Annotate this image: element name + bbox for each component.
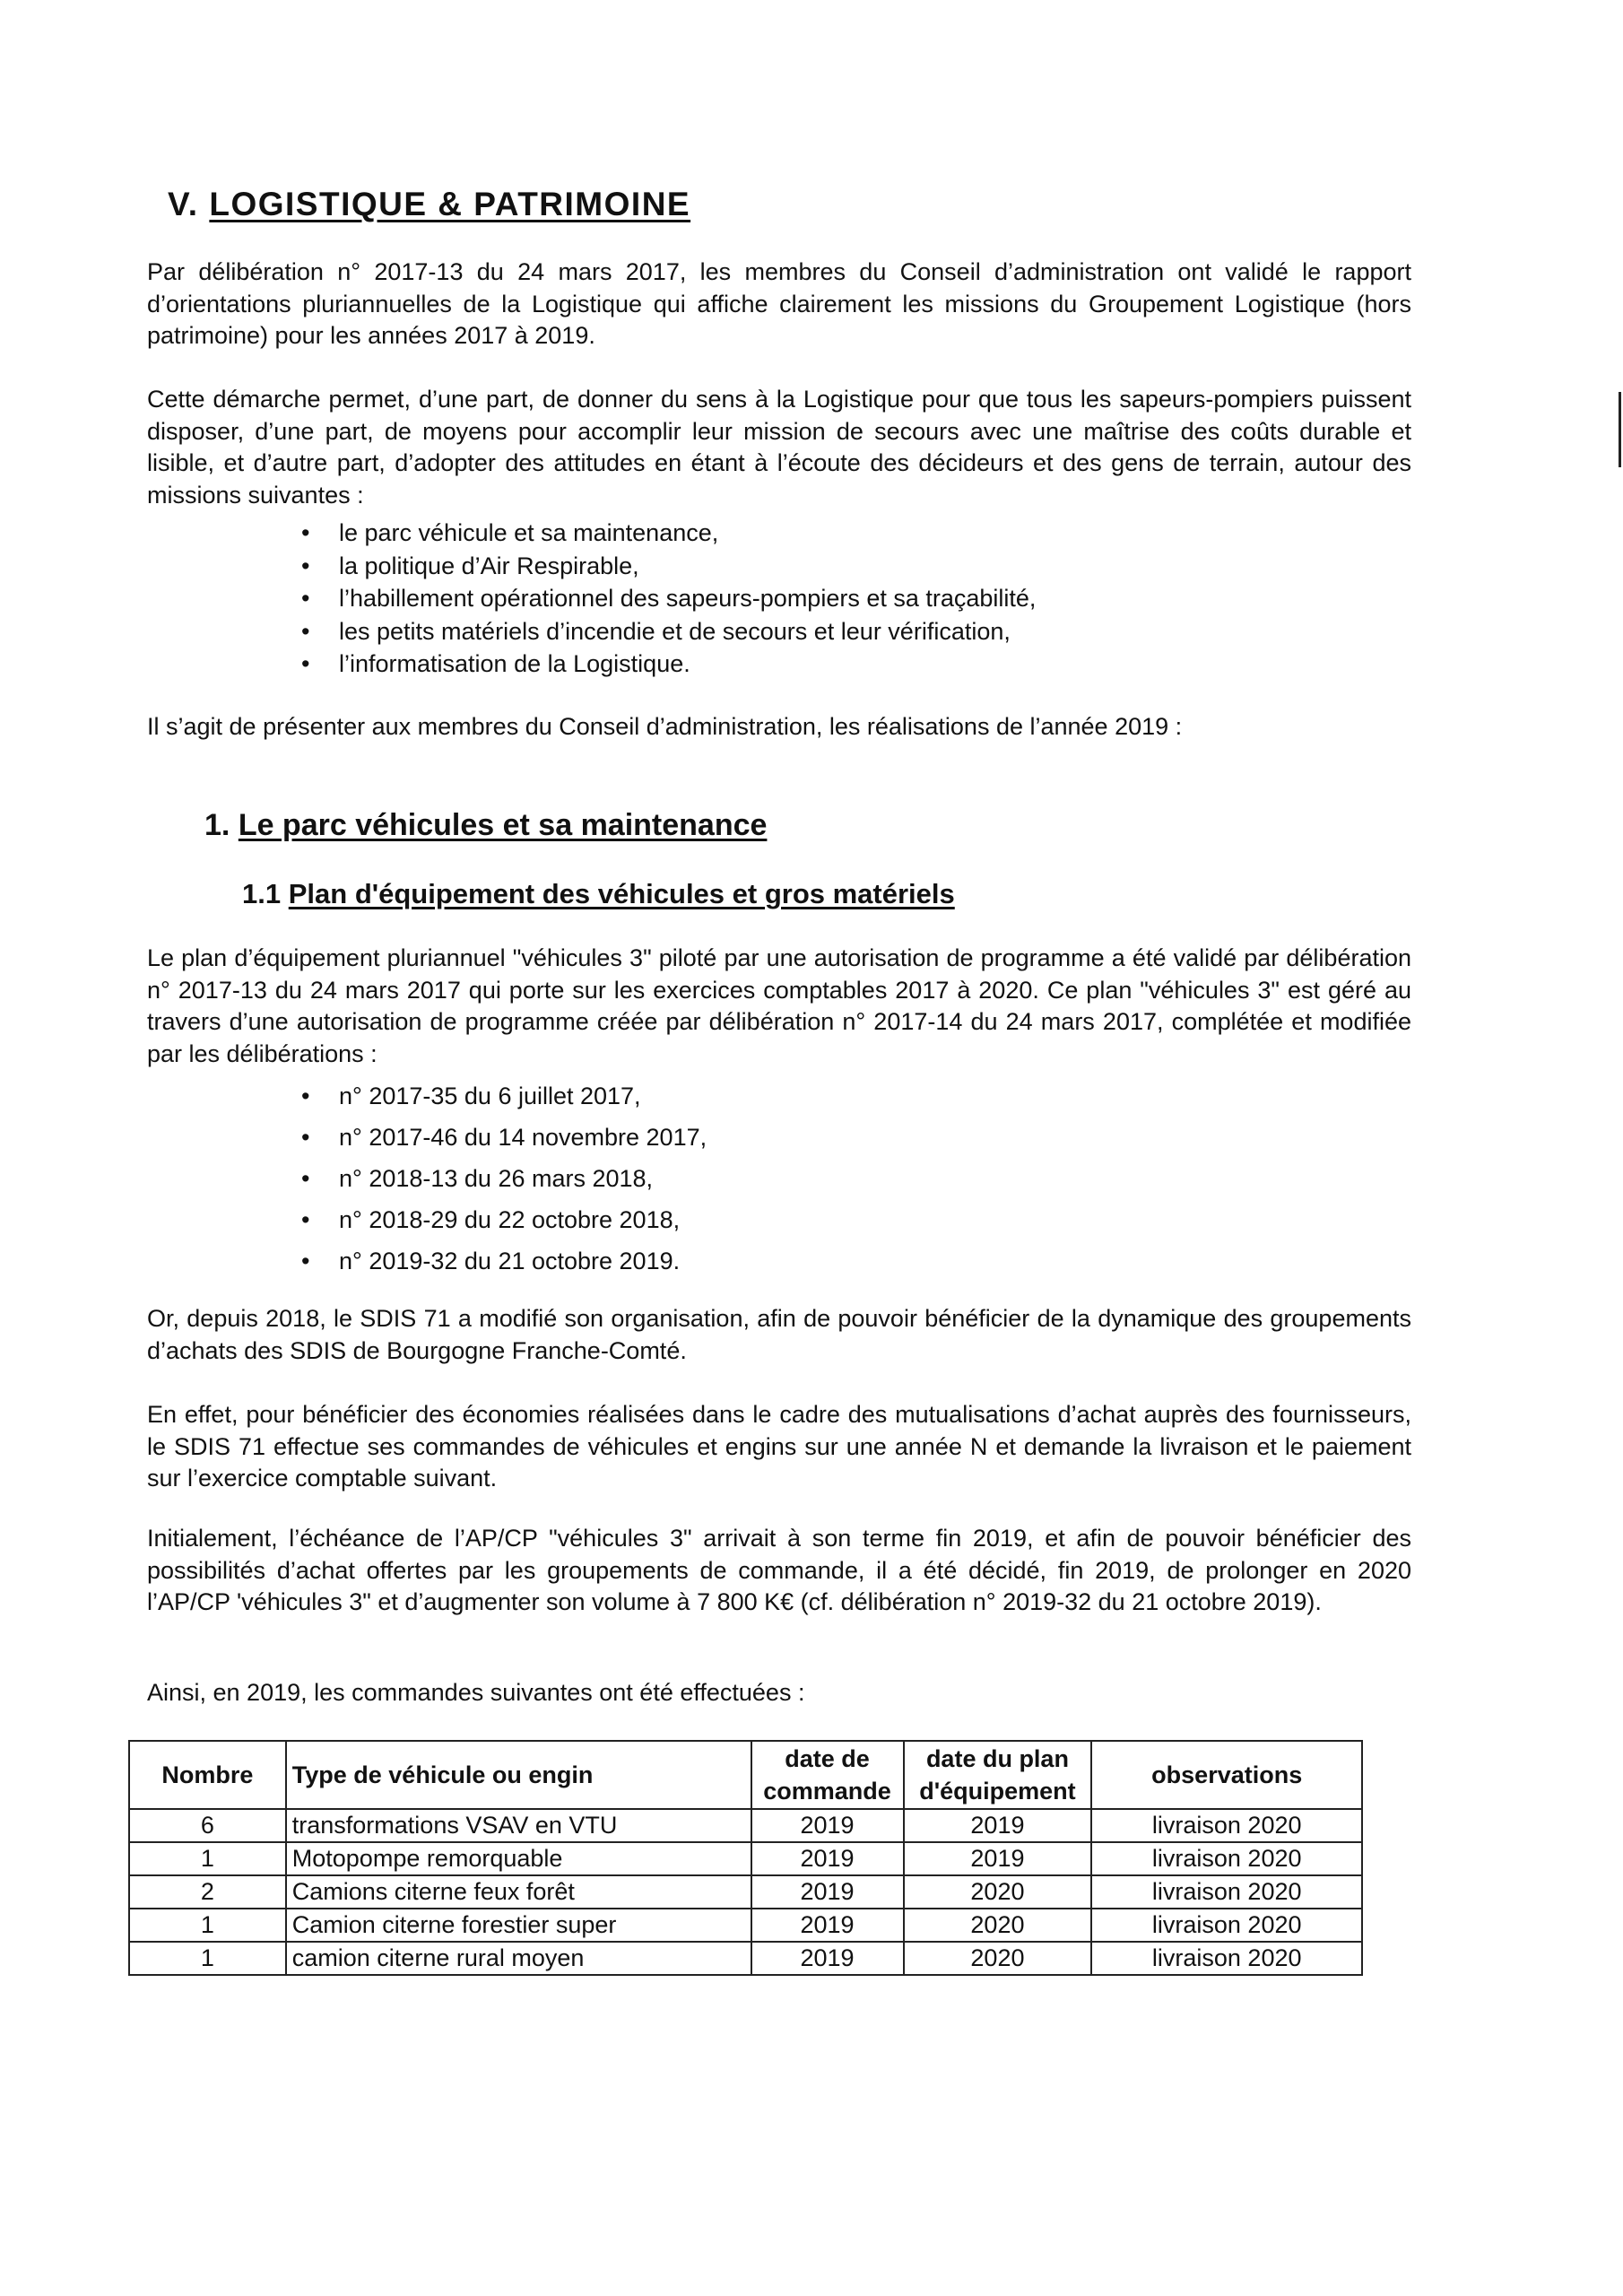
column-header-date-commande: date de commande [751, 1741, 904, 1809]
cell-date-plan: 2020 [904, 1875, 1092, 1909]
cell-date-commande: 2019 [751, 1875, 904, 1909]
list-item: • le parc véhicule et sa maintenance, [301, 517, 1036, 550]
cell-type: Motopompe remorquable [286, 1842, 751, 1875]
list-item: • n° 2018-13 du 26 mars 2018, [301, 1158, 707, 1199]
table-row [129, 1942, 1362, 1975]
plan-paragraph-5: Ainsi, en 2019, les commandes suivantes ont été effectuées : [147, 1679, 805, 1706]
list-item: • l’informatisation de la Logistique. [301, 648, 1036, 681]
plan-paragraph-2: Or, depuis 2018, le SDIS 71 a modifié son organisation, afin de pouvoir bénéficier de la dynamique des groupements d’achats des SDIS de Bourgogne Franche-Comté. [147, 1305, 1411, 1364]
cell-date-plan: 2019 [904, 1842, 1092, 1875]
cell-type: Camion citerne forestier super [286, 1909, 751, 1942]
cell-nombre: 1 [129, 1942, 286, 1975]
cell-type: Camions citerne feux forêt [286, 1875, 751, 1909]
cell-date-plan: 2020 [904, 1909, 1092, 1942]
missions-list [301, 517, 1036, 681]
orders-table [128, 1740, 1363, 1976]
heading-1-title: Le parc véhicules et sa maintenance [238, 808, 768, 842]
column-header-observations: observations [1091, 1741, 1362, 1809]
cell-date-commande: 2019 [751, 1909, 904, 1942]
cell-observations: livraison 2020 [1091, 1942, 1362, 1975]
section-number: V. [168, 186, 199, 222]
heading-1 [204, 808, 767, 843]
section-title [168, 186, 690, 223]
heading-1-number: 1. [204, 808, 230, 842]
deliberations-list [301, 1075, 707, 1282]
cell-observations: livraison 2020 [1091, 1909, 1362, 1942]
cell-date-commande: 2019 [751, 1842, 904, 1875]
table-row [129, 1842, 1362, 1875]
column-header-nombre: Nombre [129, 1741, 286, 1809]
intro-paragraph-1: Par délibération n° 2017-13 du 24 mars 2017, les membres du Conseil d’administration ont validé le rapport d’orientations pluriannuelles de la Logistique qui affiche clairement les missions du Groupement Logistique (hors patrimoine) pour les années 2017 à 2019. [147, 258, 1411, 349]
table-header-row [129, 1741, 1362, 1809]
cell-nombre: 2 [129, 1875, 286, 1909]
table-row [129, 1875, 1362, 1909]
heading-1-1-number: 1.1 [242, 878, 282, 909]
plan-paragraph-3: En effet, pour bénéficier des économies réalisées dans le cadre des mutualisations d’achat auprès des fournisseurs, le SDIS 71 effectue ses commandes de véhicules et engins sur une année N et demande la livraison et le paiement sur l’exercice comptable suivant. [147, 1401, 1411, 1492]
cell-observations: livraison 2020 [1091, 1875, 1362, 1909]
column-header-date-plan: date du plan d'équipement [904, 1741, 1092, 1809]
cell-observations: livraison 2020 [1091, 1842, 1362, 1875]
list-item: • n° 2017-46 du 14 novembre 2017, [301, 1117, 707, 1158]
plan-paragraph-4: Initialement, l’échéance de l’AP/CP "véhicules 3" arrivait à son terme fin 2019, et afin de pouvoir bénéficier des possibilités d’achat offertes par les groupements de commande, il a été décidé, fin 2019, de prolonger en 2020 l’AP/CP 'véhicules 3" et d’augmenter son volume à 7 800 K€ (cf. délibération n° 2019-32 du 21 octobre 2019). [147, 1525, 1411, 1615]
plan-paragraph-1: Le plan d’équipement pluriannuel "véhicules 3" piloté par une autorisation de programme a été validé par délibération n° 2017-13 du 24 mars 2017 qui porte sur les exercices comptables 2017 à 2020. Ce plan "véhicules 3" est géré au travers d’une autorisation de programme créée par délibération n° 2017-14 du 24 mars 2017, complétée et modifiée par les délibérations : [147, 944, 1411, 1067]
section-title-text: LOGISTIQUE & PATRIMOINE [209, 186, 691, 222]
table-row [129, 1809, 1362, 1842]
cell-observations: livraison 2020 [1091, 1809, 1362, 1842]
cell-nombre: 6 [129, 1809, 286, 1842]
heading-1-1 [242, 878, 955, 910]
page-edge-mark [1619, 392, 1621, 467]
heading-1-1-title: Plan d'équipement des véhicules et gros matériels [288, 878, 955, 909]
list-item: • l’habillement opérationnel des sapeurs-pompiers et sa traçabilité, [301, 582, 1036, 615]
cell-nombre: 1 [129, 1909, 286, 1942]
list-item: • n° 2018-29 du 22 octobre 2018, [301, 1199, 707, 1240]
list-item: • n° 2017-35 du 6 juillet 2017, [301, 1075, 707, 1117]
intro-paragraph-2: Cette démarche permet, d’une part, de donner du sens à la Logistique pour que tous les sapeurs-pompiers puissent disposer, d’une part, de moyens pour accomplir leur mission de secours avec une maîtrise des coûts durable et lisible, et d’autre part, d’adopter des attitudes en étant à l’écoute des décideurs et des gens de terrain, autour des missions suivantes : [147, 386, 1411, 509]
list-item: • la politique d’Air Respirable, [301, 550, 1036, 583]
cell-date-commande: 2019 [751, 1942, 904, 1975]
intro-paragraph-3: Il s’agit de présenter aux membres du Conseil d’administration, les réalisations de l’année 2019 : [147, 713, 1183, 740]
cell-date-plan: 2019 [904, 1809, 1092, 1842]
cell-type: transformations VSAV en VTU [286, 1809, 751, 1842]
cell-date-commande: 2019 [751, 1809, 904, 1842]
list-item: • n° 2019-32 du 21 octobre 2019. [301, 1240, 707, 1282]
cell-type: camion citerne rural moyen [286, 1942, 751, 1975]
list-item: • les petits matériels d’incendie et de secours et leur vérification, [301, 615, 1036, 648]
column-header-type: Type de véhicule ou engin [286, 1741, 751, 1809]
cell-date-plan: 2020 [904, 1942, 1092, 1975]
table-row [129, 1909, 1362, 1942]
cell-nombre: 1 [129, 1842, 286, 1875]
